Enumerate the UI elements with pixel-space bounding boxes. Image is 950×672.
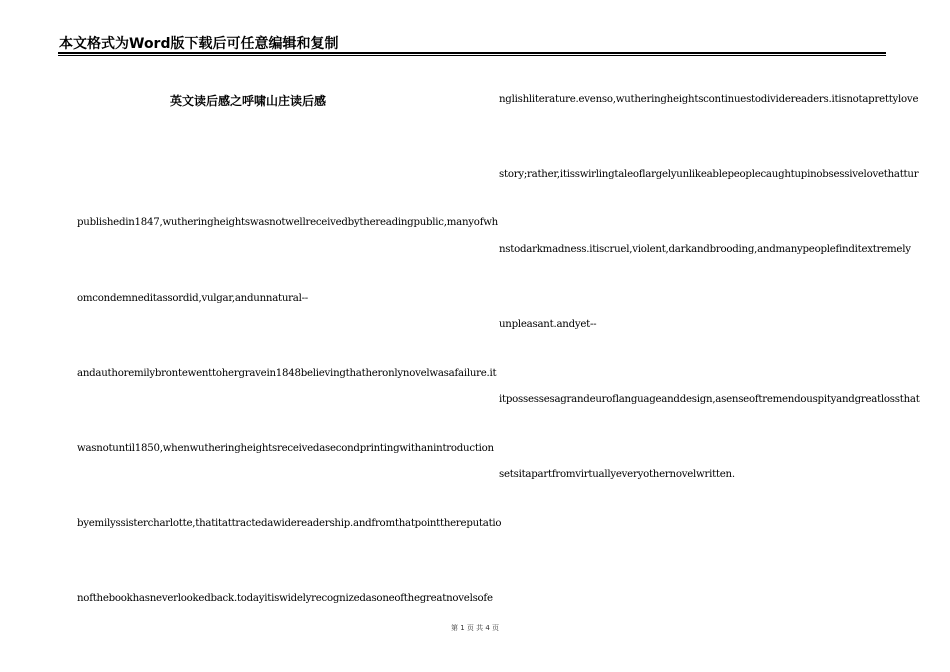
body-text-line: omcondemneditassordid,vulgar,andunnatural-- (77, 293, 309, 304)
header-divider-thin (58, 55, 886, 56)
body-text-line: nofthebookhasneverlookedback.todayitiswidelyrecognizedasoneofthegreatnovelsofe (77, 593, 493, 604)
body-text-line: nstodarkmadness.itiscruel,violent,darkandbrooding,andmanypeoplefinditextremely (499, 244, 911, 255)
body-text-line: andauthoremilybrontewenttohergravein1848believingthatheronlynovelwasafailure.it (77, 368, 497, 379)
header-title: 本文格式为Word版下载后可任意编辑和复制 (59, 36, 339, 52)
body-text-line: unpleasant.andyet-- (499, 319, 597, 330)
page-number: 第 1 页 共 4 页 (450, 624, 500, 632)
header-divider (58, 52, 886, 54)
body-text-line: publishedin1847,wutheringheightswasnotwellreceivedbythereadingpublic,manyofwh (77, 217, 498, 228)
body-text-line: story;rather,itisswirlingtaleoflargelyunlikeablepeoplecaughtupinobsessivelovethattur (499, 169, 919, 180)
body-text-line: byemilyssistercharlotte,thatitattractedawidereadership.andfromthatpointthereputatio (77, 518, 502, 529)
body-text-line: itpossessesagrandeuroflanguageanddesign,asenseoftremendouspityandgreatlossthat (499, 394, 920, 405)
document-title: 英文读后感之呼啸山庄读后感 (170, 94, 327, 108)
body-text-line: nglishliterature.evenso,wutheringheightscontinuestodividereaders.itisnotaprettylove (499, 94, 919, 105)
body-text-line: setsitapartfromvirtuallyeveryothernovelwritten. (499, 469, 735, 480)
body-text-line: wasnotuntil1850,whenwutheringheightsreceivedasecondprintingwithanintroduction (77, 443, 494, 454)
